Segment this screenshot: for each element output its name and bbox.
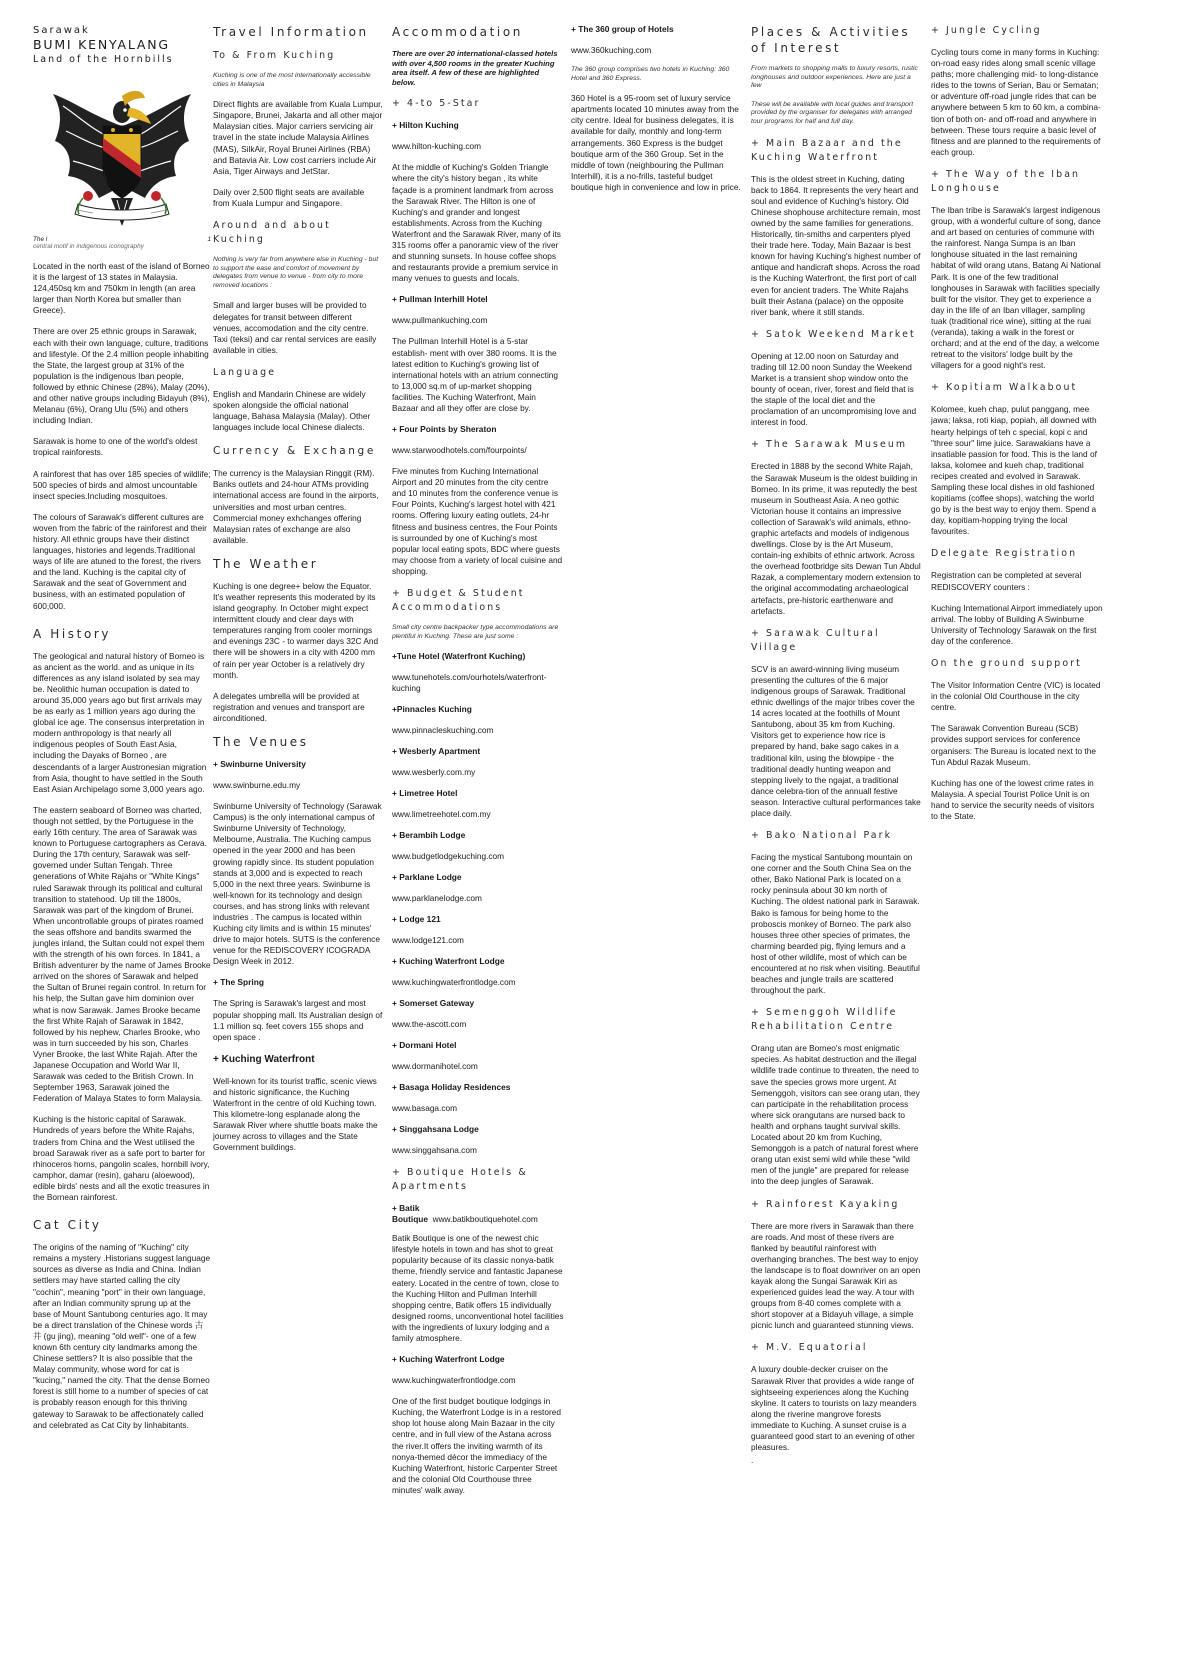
museum-heading: + The Sarawak Museum bbox=[751, 439, 908, 451]
cat-city-paragraph: The origins of the naming of "Kuching" city remains a mystery .Historians suggest language sources as diverse as India and China. Indian settlers may have started calling the city "cochin", meaning "port" in their own language, after an Indian community sprung up at the base of Mount Santubong centuries ago. It may be a direct translation of the Chinese words 古井 (gu jing), meaning "old well"- one of a few known 6th century city landmarks among the Chinese settlers? It is also possible that the Malay community, whose word for cat is "kucing," named the city. That the dense Borneo forest is still home to a number of species of cat is probably reason enough for this thriving gateway to Sarawak to be affectionately called and celebrated as Cat City by Iinhabitants. bbox=[33, 1242, 211, 1430]
activity-description: The Iban tribe is Sarawak's largest indigenous group, with a wonderful culture of song, dance and art based on centuries of commune with the rainforest. Nanga Sumpa is an Iban longhouse situated in the last remaining habitat of wild orang utans, Batang Ai National Park. It is one of the few traditional longhouses in Sarawak with facilities specially built for the visitor. They get to experience a day in the life of an Iban villager, sampling tuak (traditional rice wine), sitting at the ruai (veranda), taking a walk in the forest or orchard; and at the end of the day, a welcome retreat to the visitors' lodge built by the villagers for a good night's rest. bbox=[931, 204, 1101, 371]
hotel-url[interactable]: www.tunehotels.com/ourhotels/waterfront-kuching bbox=[392, 672, 547, 694]
intro-paragraph: There are over 25 ethnic groups in Sarawak, each with their own language, culture, traditions and lifestyle. Of the 2.4 million people inhabiting the State, the largest group at 31% of the population is the indigenous Iban people, followed by ethnic Chinese (28%), Malay (20%), and other native groups including Bidayuh (8%), Melanau (6%), Orang Ulu (5%) and others including Indian. bbox=[33, 326, 210, 426]
hotel-url[interactable]: www.kuchingwaterfrontlodge.com bbox=[392, 1375, 516, 1386]
hotel-group-intro: The 360 group comprises two hotels in Kuching: 360 Hotel and 360 Express. bbox=[571, 66, 730, 82]
hotel-description: Batik Boutique is one of the newest chic lifestyle hotels in town and has shot to great popularity because of its classic nonya-batik theme, friendly service and fantastic Japanese eatery. Located in the centre of town, close to the Kuching Hilton and Pullman Interhill shopping centre, Batik offers 15 individually designed rooms, unconventional hotel facilities with the ingredients of luxury lodging and a family atmosphere. bbox=[392, 1233, 564, 1344]
places-heading: Places & Activities of Interest bbox=[751, 25, 911, 55]
hotel-name: + Berambih Lodge bbox=[392, 830, 466, 841]
history-heading: A History bbox=[33, 626, 112, 641]
intro-paragraph: A rainforest that has over 185 species of wildlife; 500 species of birds and almost uncountable insect species.Including mosquitoes. bbox=[33, 468, 211, 501]
hotel-name: + Hilton Kuching bbox=[392, 120, 459, 131]
hotel-url[interactable]: www.lodge121.com bbox=[392, 935, 464, 946]
column-intro bbox=[33, 24, 211, 1441]
places-intro: From markets to shopping malls to luxury resorts, rustic longhouses and outdoor experiences. Here are just a few bbox=[751, 65, 918, 90]
cat-city-heading: Cat City bbox=[33, 1218, 102, 1233]
currency-heading: Currency & Exchange bbox=[213, 445, 376, 458]
accommodation-intro: There are over 20 international-classed hotels with over 4,500 rooms in the greater Kuching area itself. A few of these are highlighted below. bbox=[392, 49, 558, 87]
intro-paragraph: Located in the north east of the island of Borneo it is the largest of 13 states in Malaysia. 124,450sq km and 750km in length (an area larger than North Korea but smaller than Greece). bbox=[33, 261, 210, 316]
hotel-url[interactable]: www.360kuching.com bbox=[571, 45, 652, 55]
hotel-name: + Parklane Lodge bbox=[392, 872, 462, 883]
hotel-url[interactable]: www.kuchingwaterfrontlodge.com bbox=[392, 977, 516, 988]
place-description: SCV is an award-winning living museum presenting the cultures of the 6 major indigenous groups of Sarawak. Traditional ethnic dwellings of the major tribes cover the 14 acres located at the foothills of Mount Santubong, about 35 km from Kuching. Visitors get to experience how rice is prepared by hand, bake sago cakes in a traditional kiln, using the blowpipe - the traditional deadly hunting weapon and stepping lively to the ngajat, a traditional dance celebra-tion of the annuall festive season. Interactive cultural performances take place daily. bbox=[751, 663, 921, 818]
budget-heading: + Budget & Student Accommodations bbox=[392, 588, 525, 613]
hotel-name: + Somerset Gateway bbox=[392, 998, 475, 1009]
column-places bbox=[751, 24, 921, 1476]
registration-heading: Delegate Registration bbox=[931, 548, 1078, 560]
sarawak-coat-of-arms-icon bbox=[33, 86, 211, 236]
registration-paragraph: Registration can be completed at several REDISCOVERY counters : bbox=[931, 570, 1082, 592]
equatorial-heading: + M.V. Equatorial bbox=[751, 1342, 868, 1354]
activity-description: Kolomee, kueh chap, pulut panggang, mee jawa; laksa, roti kiap, popiah, all downed with hearty helpings of teh c special, kopi c and "three sour" lime juice. Sarawakians have a insatiable passion for food. This is the land of laksa, kolomee and kueh chap, traditional recipes created and evolved in Sarawak. Sampling these local dishes in old fashioned kopitiams (coffee shops), watching the world go by is the best way to enjoy them. Spend a day, kopitiam-hopping trying the local favourites. bbox=[931, 404, 1097, 537]
history-paragraph: Kuching is the historic capital of Sarawak. Hundreds of years before the White Rajahs, traders from China and the West utilised the broad Sarawak river as a safe port to barter for rhinoceros horns, pangolin scales, hornbill ivory, camphor, damar (resin), gaharu (aloewood), edible birds' nests and all the exotic treasures in the Bornean rainforest. bbox=[33, 1114, 210, 1203]
hotel-description: 360 Hotel is a 95-room set of luxury service apartments located 10 minutes away from the city centre. Ideal for business delegates, it is available for daily, monthly and long-term arrangements. 360 Express is the budget boutique arm of the 360 Group. Set in the middle of town (neighbouring the Pullman Interhill), it is a no-frills, tasteful budget boutique high in convenience and low in price. bbox=[571, 93, 741, 192]
around-heading: Around and about Kuching bbox=[213, 220, 331, 246]
hotel-name: + Pullman Interhill Hotel bbox=[392, 294, 488, 305]
support-paragraph: The Visitor Information Centre (VIC) is located in the colonial Old Courthouse in the city centre. bbox=[931, 680, 1101, 713]
around-paragraph: Small and larger buses will be provided to delegates for transit between different venues, accomodation and the city centre. Taxi (teksi) and car rental services are easily available in cities. bbox=[213, 300, 377, 355]
to-from-heading: To & From Kuching bbox=[213, 50, 336, 61]
hotel-name: + Kuching Waterfront Lodge bbox=[392, 1354, 505, 1365]
support-heading: On the ground support bbox=[931, 658, 1082, 670]
hotel-url[interactable]: www.budgetlodgekuching.com bbox=[392, 851, 505, 862]
hotel-description: The Pullman Interhill Hotel is a 5-star establish- ment with over 380 rooms. It is the latest edition to Kuching's growing list of international hotels with an atrium connecting to 13,000 sq.m of up-market shopping facilities. The Kuching Waterfront, Main Bazaar and all they offer are close by. bbox=[392, 336, 559, 413]
venue-name: + Swinburne University bbox=[213, 759, 306, 770]
hotel-url[interactable]: www.hilton-kuching.com bbox=[392, 141, 481, 152]
intro-paragraph: Sarawak is home to one of the world's oldest tropical rainforests. bbox=[33, 436, 198, 458]
places-intro-note: These will be available with local guides and transport provided by the organiser for delegates with arranged tour programs for half and full day. bbox=[751, 100, 914, 125]
hotel-name: + Limetree Hotel bbox=[392, 788, 458, 799]
hotel-url[interactable]: www.dormanihotel.com bbox=[392, 1061, 478, 1072]
kayaking-heading: + Rainforest Kayaking bbox=[751, 1198, 900, 1210]
state-motto: BUMI KENYALANG bbox=[33, 37, 170, 52]
cycling-heading: + Jungle Cycling bbox=[931, 25, 1042, 36]
place-description: This is the oldest street in Kuching, dating back to 1864. It represents the very heart and soul and evidence of Kuching's history. Old Chinese shophouse architecture remain, most owned by the same families for generations. Historically, tin-smiths and carpenters plyed their trade here. Today, Main Bazaar is best known for having Kuching's highest number of antique and handicraft shops. Across the road is the Kuching Waterfront, the first port of call even for ancient traders. The White Rajahs built their Astana (palace) on the opposite river bank, where it still stands. bbox=[751, 173, 921, 317]
semenggoh-heading: + Semenggoh Wildlife Rehabilitation Centre bbox=[751, 1007, 898, 1033]
state-tagline: Land of the Hornbills bbox=[33, 54, 174, 65]
hotel-name: + Dormani Hotel bbox=[392, 1040, 457, 1051]
intro-paragraph: The colours of Sarawak's different cultures are woven from the fabric of the rainforest and their history. All ethnic groups have their distinct languages, histories and legends.Traditional ways of life are atuned to the forest, the rivers and the land. Kuching is the capital city of Sarawak and the seat of Government and business, with an estimated population of 600,000. bbox=[33, 511, 207, 611]
venue-description: Swinburne University of Technology (Sarawak Campus) is the only international campus of Swinburne University of Technology, Melbourne, Australia. The Kuching campus opened in the year 2000 and has been growing rapidly since. Its student population stands at 3,000 and is expected to reach 5,000 in the next three years. Swinburne is well-known for its technology and design courses, and has strong links with relevant industries . The campus is located within Kuching city limits and is within 15 minutes' drive to major hotels. SUTS is the conference venue for the REDISCOVERY ICOGRADA Design Week in 2012. bbox=[213, 801, 382, 967]
hotel-url[interactable]: www.parklanelodge.com bbox=[392, 893, 482, 904]
kopitiam-heading: + Kopitiam Walkabout bbox=[931, 382, 1078, 394]
hotel-url[interactable]: www.wesberly.com.my bbox=[392, 767, 476, 778]
place-description: There are more rivers in Sarawak than there are roads. And most of these rivers are flanked by beautiful rainforest with overhanging branches. The best way to enjoy the landscape is to float downriver on an open kayak along the Sungai Sarawak Kiri as experienced guides lead the way. A tour with groups from 8-40 comes complete with a short stopover at a Bidayuh village, a simple picnic lunch and guaranteed stunning views. bbox=[751, 1220, 921, 1331]
venue-name: + Kuching Waterfront bbox=[213, 1053, 315, 1065]
budget-hotel-list bbox=[392, 651, 564, 1156]
registration-paragraph: Kuching International Airport immediately upon arrival. The lobby of Building A Swinburne University of Technology Sarawak on the first day of the conference. bbox=[931, 602, 1103, 646]
iban-heading: + The Way of the Iban Longhouse bbox=[931, 168, 1081, 194]
hotel-url[interactable]: www.batikboutiquehotel.com bbox=[432, 1214, 538, 1225]
hotel-name: + Basaga Holiday Residences bbox=[392, 1082, 511, 1093]
hotel-name: + The 360 group of Hotels bbox=[571, 24, 674, 34]
history-paragraph: The geological and natural history of Borneo is as ancient as the world. and as unique in its differences as any island isolated by sea may be. Neolithic human occupation is dated to around 35,000 years ago but first arrivals may be as early as 1 million years ago during the global ice age. The consensus interpretation in modern anthropology is that nearly all indigenous peoples of South East Asia, including the Dayaks of Borneo , are descendants of a larger Austronesian migration from Asia, thought to have settled in the South East Asian Archipelago some 3,000 years ago. bbox=[33, 650, 207, 794]
crest-caption-number: 1 bbox=[207, 236, 211, 243]
place-description: Erected in 1888 by the second White Rajah, the Sarawak Museum is the oldest building in Borneo. In its prime, it was reputedly the best museum in Southeast Asia. A neo gothic Victorian house it contains an impressive collection of Sarawak's wild animals, ethno-graphic artefacts and models of indigenous dwellings. Close by is the Art Museum, contain-ing exhibits of ethnic artwork. Across the overhead footbridge sits Dewan Tun Abdul Razak, a complementary modern extension to the original accommodating archaeological artefacts, pre-historic earthenware and artefacts. bbox=[751, 461, 921, 616]
to-from-intro: Kuching is one of the most internationally accessible cities in Malaysia bbox=[213, 72, 371, 88]
star-heading: + 4-to 5-Star bbox=[392, 98, 481, 110]
budget-intro: Small city centre backpacker type accommodations are plentiful in Kuching. These are just some : bbox=[392, 624, 559, 640]
hotel-name: + Four Points by Sheraton bbox=[392, 424, 497, 435]
boutique-heading: + Boutique Hotels & Apartments bbox=[392, 1167, 528, 1193]
to-from-paragraph: Daily over 2,500 flight seats are available from Kuala Lumpur and Singapore. bbox=[213, 186, 365, 208]
hotel-url[interactable]: www.limetreehotel.com.my bbox=[392, 809, 491, 820]
crest-caption-subtext: central motif in indigenous iconography bbox=[33, 243, 144, 250]
hotel-name: + Batik Boutique bbox=[392, 1203, 428, 1225]
support-paragraph: The Sarawak Convention Bureau (SCB) provides support services for conference organisers: The Bureau is located next to the Tun Abdul Razak Museum. bbox=[931, 723, 1096, 767]
boutique-hotel-entry bbox=[392, 1203, 564, 1225]
hotel-description: Five minutes from Kuching International Airport and 20 minutes from the city centre and 10 minutes from the conference venue is Four Points, Kuching's largest hotel with 421 rooms. Offering luxury eating outlets, 24-hr fitness and business centres, the Four Points is surrounded by one of Kuching's most popular local eating spots, BDC where guests may choose from a variety of local cuisine and shopping. bbox=[392, 466, 563, 576]
travel-heading: Travel Information bbox=[213, 25, 369, 39]
hotel-url[interactable]: www.singgahsana.com bbox=[392, 1145, 477, 1156]
crest-caption-text: The l bbox=[33, 236, 48, 243]
weather-paragraph: Kuching is one degree+ below the Equator. It's weather represents this moderated by its island geography. In October might expect intermittent cloudy and clear days with temperatures ranging from cooler mornings and evenings 23C - to warmer days 32C And there will be showers in a city with 4200 mm of rain per year October is a relatively dry month. bbox=[213, 580, 379, 680]
weather-heading: The Weather bbox=[213, 556, 319, 571]
hotel-name: + Wesberly Apartment bbox=[392, 746, 481, 757]
bazaar-heading: + Main Bazaar and the Kuching Waterfront bbox=[751, 137, 903, 163]
venues-heading: The Venues bbox=[213, 735, 309, 750]
place-description: Facing the mystical Santubong mountain on one corner and the South China Sea on the other, Bako National Park is located on a rocky peninsula about 30 km north of Kuching. The oldest national park in Sarawak. Bako is famous for being home to the proboscis monkey of Borneo. The park also houses three other species of primates, the charming bearded pig, flying lemurs and a host of other wildlife, most of which can be encountered at no risk when visiting. Beautiful beaches and jungle trails are scattered throughout the park. bbox=[751, 852, 920, 996]
hotel-name: +Pinnacles Kuching bbox=[392, 704, 472, 715]
hotel-name: + Lodge 121 bbox=[392, 914, 441, 925]
place-description: Orang utan are Borneo's most enigmatic species. As habitat destruction and the illegal wildlife trade continue to threaten, the need to save the species grows more urgent. At Semenggoh, visitors can see orang utan, they can participate in the rehabilitation process where sick orangutans are nursed back to health and orphans taught survival skills. Located about 20 km from Kuching, Semonggoh is a patch of natural forest where orang utan exist semi wild while these "wild men of the jungle" are prepared for release into the deep jungles of Sarawak. bbox=[751, 1043, 920, 1187]
hotel-description: At the middle of Kuching's Golden Triangle where the city's history began , its white façade is a prominent landmark from across the Sarawak River. The Hilton is one of Kuching's and grander and longest establishments. Across from the Kuching Waterfront and the Sarawak River, many of its 315 rooms offer a panoramic view of the river and stunning sunsets. In house coffee shops and restaurants provide a premium service in many venues to guests and locals. bbox=[392, 162, 561, 284]
state-name: Sarawak bbox=[33, 25, 90, 36]
accommodation-heading: Accommodation bbox=[392, 25, 524, 39]
hotel-name: + Kuching Waterfront Lodge bbox=[392, 956, 505, 967]
crest-caption bbox=[33, 236, 211, 250]
trailing-mark: . bbox=[751, 1455, 754, 1466]
support-paragraph: Kuching has one of the lowest crime rates in Malaysia. A special Tourist Police Unit is on hand to service the security needs of visitors to the State. bbox=[931, 777, 1095, 821]
column-activities bbox=[931, 24, 1103, 832]
venue-description: The Spring is Sarawak's largest and most popular shopping mall. Its Australian design of 1.1 million sq. feet covers 155 shops and open space . bbox=[213, 998, 383, 1042]
currency-paragraph: The currency is the Malaysian Ringgit (RM). Banks outlets and 24-hour ATMs providing international access are found in the airports, universities and most urban centres. Commercial money exhchanges offering Malaysian rates of exchange are also available. bbox=[213, 468, 379, 545]
satok-heading: + Satok Weekend Market bbox=[751, 328, 916, 340]
hotel-url[interactable]: www.the-ascott.com bbox=[392, 1019, 467, 1030]
around-intro: Nothing is very far from anywhere else in Kuching - but to support the ease and comfort of movement by delegates from venue to venue - from city to more removed locations : bbox=[213, 256, 379, 289]
hotel-url[interactable]: www.pullmankuching.com bbox=[392, 315, 488, 326]
column-travel bbox=[213, 24, 383, 1163]
venue-name: + The Spring bbox=[213, 977, 264, 988]
hotel-url[interactable]: www.basaga.com bbox=[392, 1103, 458, 1114]
bako-heading: + Bako National Park bbox=[751, 830, 893, 842]
cultural-village-heading: + Sarawak Cultural Village bbox=[751, 627, 880, 653]
hotel-name: + Singgahsana Lodge bbox=[392, 1124, 479, 1135]
to-from-paragraph: Direct flights are available from Kuala Lumpur, Singapore, Brunei, Jakarta and all other major Malaysian cities. Major carriers servicing air travel in the state include Malaysia Airlines (MAS), SilkAir, Royal Brunei Airlines (RBA) and Batavia Air. Low cost carriers include Air Asia, Tiger Airways and JetStar. bbox=[213, 99, 383, 176]
history-paragraph: The eastern seaboard of Borneo was charted, though not settled, by the Portuguese in the early 16th century. The area of Sarawak was known to Portuguese cartographers as Cerava. During the 17th century, Sarawak was self-governed under Sultan Tengah. Three generations of White Rajahs or "White Kings" ruled Sarawak through its political and cultural transition to statehood. Up till the 1800s, Sarawak was part of the kingdom of Brunei. When uncontrollable groups of pirates roamed the seas offshore and bandits swarmed the jungles inland, the Sultan could not expel them with the strength of his own forces. In 1841, a British adventurer by the name of James Brooke arrived on the shores of Sarawak and helped the Sultan of Brunei regain control. In return for his help, the Sultan gave him dominion over what is now Sarawak. James Brooke became the first White Rajah of Sarawak in 1842, followed by his nephew, Charles Brooke, who was in turn succeeded by his son, Charles Vyner Brooke, the last White Rajah. After the Japanese Occupation and World War II, Sarawak was ceded to the British Crown. In September 1963, Sarawak joined the Federation of Malaya States to form Malaysia. bbox=[33, 804, 211, 1104]
place-description: Opening at 12.00 noon on Saturday and trading till 12.00 noon Sunday the Weekend Market is a transient shop window onto the bounty of ocean, river, forest and field that is the staple of the local diet and the proclamation of an uncompromising love and interest in food. bbox=[751, 350, 917, 428]
hotel-description: One of the first budget boutique lodgings in Kuching, the Waterfront Lodge is in a restored shop lot house along Main Bazaar in the city centre, and in full view of the Astana across the river.It offers the inviting warmth of its nonya-themed décor the immediacy of the Kuching Waterfront, historic Carpenter Street and the colonial Old Courthouse three minutes' walk away. bbox=[392, 1396, 561, 1495]
language-paragraph: English and Mandarin Chinese are widely spoken alongside the official national language, Bahasa Malaysia (Malay). Other languages include local Chinese dialects. bbox=[213, 388, 371, 433]
activity-description: Cycling tours come in many forms in Kuching: on-road easy rides along small scenic village paths; more challenging mid- to long-distance rides to the towns of Serian, Bau or Sematan; or adventure off-road jungle rides that can be anywhere between 5 km to 60 km, a combina-tion of both on- and off-road and anywhere in between. These tours require a basic level of fitness and are planned to the requirements of each group. bbox=[931, 47, 1101, 157]
column-360-group bbox=[571, 24, 741, 203]
hotel-url[interactable]: www.pinnacleskuching.com bbox=[392, 725, 494, 736]
venue-url[interactable]: www.swinburne.edu.my bbox=[213, 780, 301, 791]
column-accommodation bbox=[392, 24, 564, 1506]
language-heading: Language bbox=[213, 366, 277, 378]
place-description: A luxury double-decker cruiser on the Sarawak River that provides a wide range of sightseeing experiences along the Kuching skyline. It caters to tourists on lazy meanders along the riverine mangrove forests immediate to Kuching. A sunset cruise is a guaranteed good start to an evening of other pleasures. bbox=[751, 1364, 917, 1453]
venue-description: Well-known for its tourist traffic, scenic views and historic significance, the Kuching Waterfront in the centre of old Kuching town. This kilometre-long esplanade along the Sarawak River where shuttle boats make the journey across to villages and the State Government buildings. bbox=[213, 1075, 378, 1153]
hotel-url[interactable]: www.starwoodhotels.com/fourpoints/ bbox=[392, 445, 527, 456]
hotel-name: +Tune Hotel (Waterfront Kuching) bbox=[392, 651, 526, 662]
weather-paragraph: A delegates umbrella will be provided at registration and venues and transport are airconditioned. bbox=[213, 690, 365, 723]
